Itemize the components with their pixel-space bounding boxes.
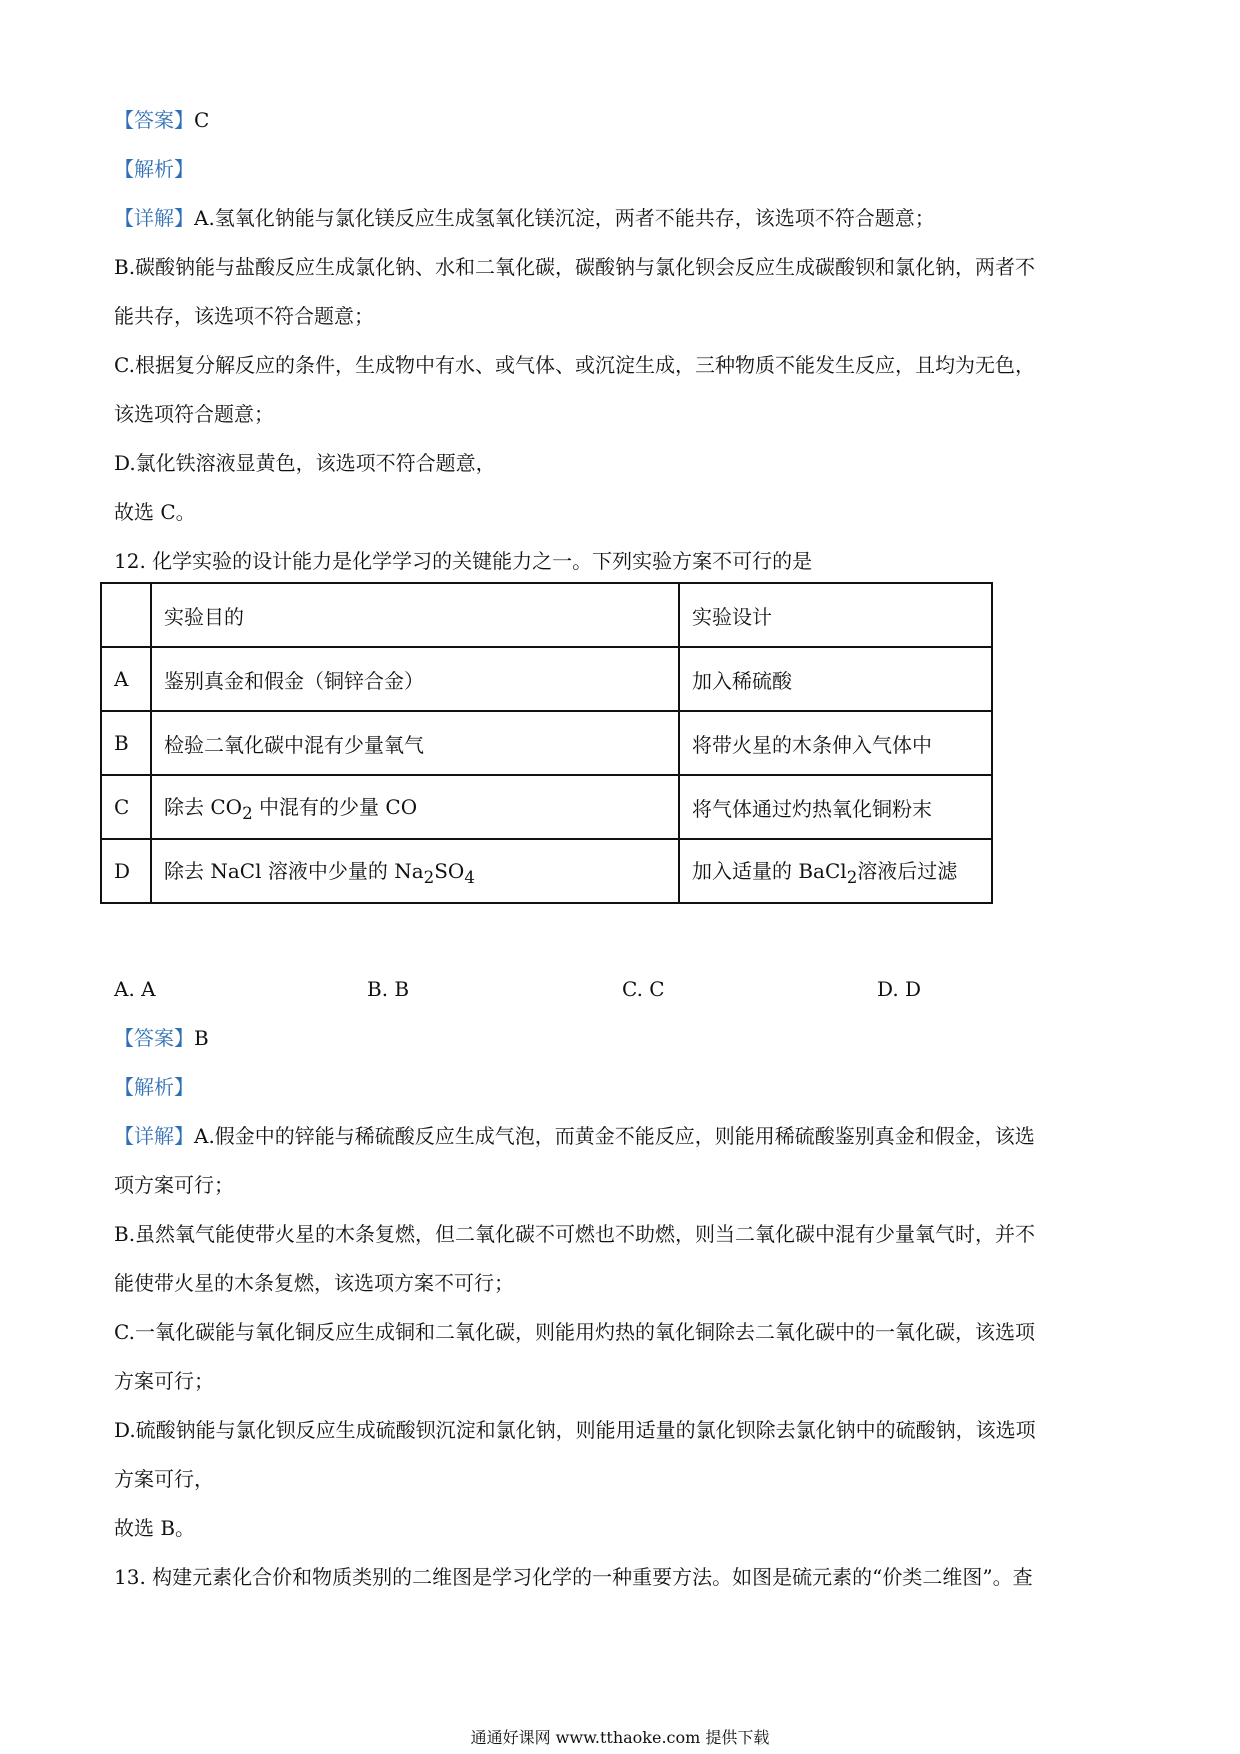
answer-value: B	[194, 1026, 209, 1050]
row-purpose: 检验二氧化碳中混有少量氧气	[151, 711, 679, 775]
table-row	[101, 839, 992, 903]
subscript: 2	[846, 868, 858, 887]
page-footer: 通通好课网 www.tthaoke.com 提供下载	[470, 1728, 770, 1747]
detail-tag: 【详解】	[114, 1124, 194, 1148]
design-text: 溶液后过滤	[857, 859, 958, 883]
table-header-cell: 实验设计	[679, 583, 992, 647]
table-row	[101, 775, 992, 839]
row-design: 加入稀硫酸	[679, 647, 992, 711]
detail-line: C.根据复分解反应的条件，生成物中有水、或气体、或沉淀生成，三种物质不能发生反应，且均为无色，	[114, 353, 1035, 377]
experiment-table	[100, 582, 993, 904]
question-stem: 12. 化学实验的设计能力是化学学习的关键能力之一。下列实验方案不可行的是	[114, 549, 813, 573]
answer-tag: 【答案】	[114, 1026, 194, 1050]
detail-line: 方案可行；	[114, 1369, 214, 1393]
purpose-text: 除去 CO	[164, 795, 243, 819]
subscript: 2	[423, 868, 435, 887]
detail-line: B.碳酸钠能与盐酸反应生成氯化钠、水和二氧化碳，碳酸钠与氯化钡会反应生成碳酸钡和氯化钠，两者不	[114, 255, 1036, 279]
purpose-text: 除去 NaCl 溶液中少量的 Na	[164, 859, 424, 883]
row-label: A	[101, 647, 151, 711]
detail-tag: 【详解】	[114, 206, 194, 230]
row-design	[679, 839, 992, 903]
answer-options	[0, 976, 1240, 1002]
detail-line: B.虽然氧气能使带火星的木条复燃，但二氧化碳不可燃也不助燃，则当二氧化碳中混有少量氧气时，并不	[114, 1222, 1036, 1246]
subscript: 2	[242, 804, 253, 823]
table-header-cell: 实验目的	[151, 583, 679, 647]
detail-line: D.硫酸钠能与氯化钡反应生成硫酸钡沉淀和氯化钠，则能用适量的氯化钡除去氯化钠中的硫酸钠，该选项	[114, 1418, 1036, 1442]
detail-text: A.假金中的锌能与稀硫酸反应生成气泡，而黄金不能反应，则能用稀硫酸鉴别真金和假金，该选	[194, 1124, 1035, 1148]
row-design: 将带火星的木条伸入气体中	[679, 711, 992, 775]
option-d[interactable]: D. D	[877, 977, 922, 1001]
analysis-heading	[114, 156, 194, 182]
detail-line: 该选项符合题意；	[114, 402, 274, 426]
option-c[interactable]: C. C	[622, 977, 665, 1001]
row-purpose	[151, 775, 679, 839]
table-header-row	[101, 583, 992, 647]
detail-line: 能使带火星的木条复燃，该选项方案不可行；	[114, 1271, 514, 1295]
design-text: 加入适量的 BaCl	[692, 859, 847, 883]
analysis-tag: 【解析】	[114, 1075, 194, 1099]
conclusion-line: 故选 C。	[114, 500, 196, 524]
detail-line	[114, 1123, 1035, 1149]
detail-line: D.氯化铁溶液显黄色，该选项不符合题意，	[114, 451, 496, 475]
analysis-tag: 【解析】	[114, 157, 194, 181]
analysis-heading	[114, 1074, 194, 1100]
row-purpose: 鉴别真金和假金（铜锌合金）	[151, 647, 679, 711]
detail-line: 方案可行，	[114, 1467, 214, 1491]
answer-line	[114, 1025, 209, 1051]
detail-line: 能共存，该选项不符合题意；	[114, 304, 374, 328]
purpose-text: SO	[434, 859, 465, 883]
option-b[interactable]: B. B	[367, 977, 410, 1001]
answer-line	[114, 107, 209, 133]
detail-line: C.一氧化碳能与氧化铜反应生成铜和二氧化碳，则能用灼热的氧化铜除去二氧化碳中的一氧化碳，该选项	[114, 1320, 1035, 1344]
detail-text: A.氢氧化钠能与氯化镁反应生成氢氧化镁沉淀，两者不能共存，该选项不符合题意；	[194, 206, 935, 230]
row-label: D	[101, 839, 151, 903]
table-row	[101, 647, 992, 711]
row-label: C	[101, 775, 151, 839]
purpose-text: 中混有的少量 CO	[252, 795, 418, 819]
detail-line	[114, 205, 935, 231]
option-a[interactable]: A. A	[114, 977, 156, 1001]
question-stem: 13. 构建元素化合价和物质类别的二维图是学习化学的一种重要方法。如图是硫元素的“价类二维图”。查	[114, 1565, 1033, 1589]
row-purpose	[151, 839, 679, 903]
conclusion-line: 故选 B。	[114, 1516, 196, 1540]
table-header-cell	[101, 583, 151, 647]
answer-tag: 【答案】	[114, 108, 194, 132]
answer-value: C	[194, 108, 210, 132]
detail-line: 项方案可行；	[114, 1173, 234, 1197]
row-design: 将气体通过灼热氧化铜粉末	[679, 775, 992, 839]
table-row	[101, 711, 992, 775]
subscript: 4	[464, 868, 475, 887]
row-label: B	[101, 711, 151, 775]
